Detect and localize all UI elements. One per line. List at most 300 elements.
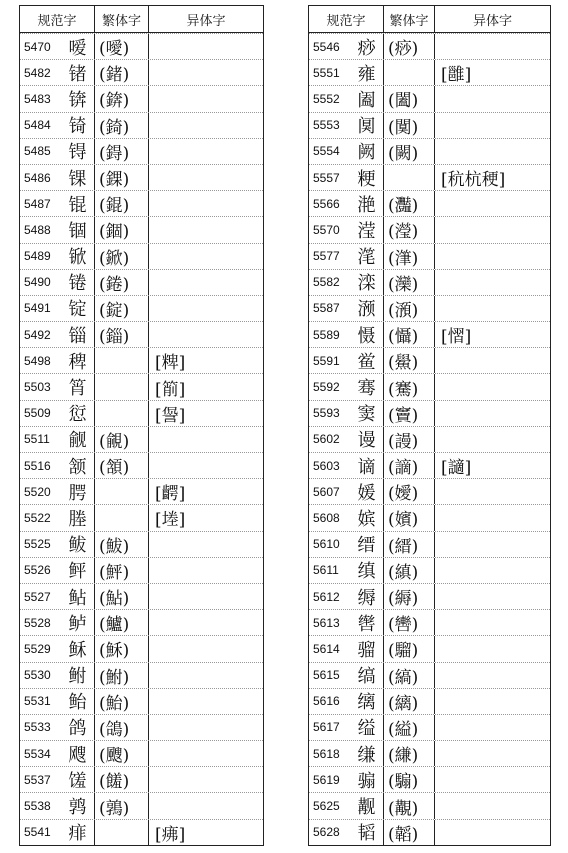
char-number: 5503 [24,380,51,395]
variant-char [435,610,550,635]
variant-char [149,663,263,688]
variant-char: [堘] [155,510,186,531]
variant-char [149,427,263,452]
table-row [309,138,550,164]
variant-char [149,793,263,818]
table-row [20,269,263,295]
char-number: 5628 [313,825,340,840]
char-number: 5602 [313,432,340,447]
variant-char [149,270,263,295]
table-row [309,531,550,557]
traditional-char: (錁) [95,165,149,190]
table-row [309,452,550,478]
traditional-char: (錠) [95,296,149,321]
table-row [20,740,263,766]
traditional-char [95,479,149,504]
standard-char: 慑 [350,322,384,347]
traditional-char: (錮) [95,217,149,242]
standard-char: 谩 [350,427,384,452]
standard-char: 缡 [350,689,384,714]
traditional-char: (痧) [384,34,435,59]
traditional-char [95,374,149,399]
table-row [309,557,550,583]
standard-char: 窦 [350,401,384,426]
standard-char: 滟 [350,191,384,216]
char-number: 5552 [313,91,340,106]
table-row [20,138,263,164]
char-number: 5482 [24,65,51,80]
variant-char: [慴] [441,327,472,348]
table-row [309,85,550,111]
header-standard: 规范字 [20,6,95,32]
traditional-char: (闃) [384,113,435,138]
char-number: 5618 [313,746,340,761]
table-row [309,190,550,216]
table-row [20,85,263,111]
traditional-char: (鮐) [95,689,149,714]
table-row [20,216,263,242]
variant-char [435,86,550,111]
traditional-char: (鴿) [95,715,149,740]
standard-char: 缜 [350,558,384,583]
char-number: 5470 [24,39,51,54]
traditional-char: (錈) [95,270,149,295]
table-row [20,426,263,452]
traditional-char: (轡) [384,610,435,635]
traditional-char: (闔) [384,86,435,111]
standard-char: 鲋 [61,663,95,688]
standard-char: 馐 [61,767,95,792]
table-row [20,321,263,347]
char-number: 5616 [313,694,340,709]
traditional-char: (縊) [384,715,435,740]
standard-char: 痧 [350,34,384,59]
traditional-char: (鮁) [95,532,149,557]
traditional-char: (竇) [384,401,435,426]
variant-char [149,453,263,478]
variant-char: [雝] [441,65,472,86]
char-number: 5511 [24,432,50,447]
variant-char [435,139,550,164]
standard-char: 塍 [61,505,95,530]
char-number: 5607 [313,484,340,499]
traditional-char: (鮎) [95,584,149,609]
table-row [309,792,550,818]
traditional-char: (穌) [95,636,149,661]
char-number: 5533 [24,720,51,735]
variant-char [435,427,550,452]
table-row [20,59,263,85]
char-number: 5593 [313,406,340,421]
variant-char [149,322,263,347]
standard-char: 痱 [61,820,95,845]
table-row [20,373,263,399]
char-number: 5509 [24,406,51,421]
variant-char [149,60,263,85]
variant-char [435,191,550,216]
variant-char [435,532,550,557]
char-number: 5611 [313,563,339,578]
table-row [20,819,263,845]
variant-char [435,636,550,661]
variant-char [435,270,550,295]
traditional-char: (闕) [384,139,435,164]
standard-char: 鹑 [61,793,95,818]
variant-char: [疿] [155,824,186,845]
char-number: 5615 [313,668,340,683]
variant-char [149,86,263,111]
traditional-char: (灩) [384,191,435,216]
standard-char: 稣 [61,636,95,661]
variant-char [435,296,550,321]
standard-char: 媛 [350,479,384,504]
char-number: 5484 [24,118,51,133]
variant-char [435,479,550,504]
char-number: 5614 [313,641,340,656]
variant-char [435,689,550,714]
table-row [20,112,263,138]
traditional-char: (瀅) [384,217,435,242]
char-number: 5528 [24,615,51,630]
standard-char: 雍 [350,60,384,85]
traditional-char [95,820,149,845]
table-row [309,426,550,452]
char-number: 5617 [313,720,340,735]
standard-char: 锜 [61,113,95,138]
traditional-char: (饈) [95,767,149,792]
table-row [20,190,263,216]
variant-char [435,793,550,818]
table-row [309,295,550,321]
traditional-char: (覦) [95,427,149,452]
traditional-char: (潷) [384,244,435,269]
table-row [309,609,550,635]
table-row [20,583,263,609]
traditional-char: (縟) [384,584,435,609]
table-row [309,164,550,190]
variant-char: [諐] [155,405,186,426]
traditional-char: (頷) [95,453,149,478]
char-number: 5491 [24,301,51,316]
traditional-char: (騮) [384,636,435,661]
traditional-char: (覯) [384,793,435,818]
char-number: 5610 [313,537,340,552]
table-row [309,688,550,714]
traditional-char: (謾) [384,427,435,452]
standard-char: 稗 [61,348,95,373]
variant-char [435,505,550,530]
variant-char [149,165,263,190]
standard-char: 觎 [61,427,95,452]
standard-char: 筲 [61,374,95,399]
char-number: 5520 [24,484,51,499]
standard-char: 阙 [350,139,384,164]
table-row [309,400,550,426]
standard-char: 粳 [350,165,384,190]
traditional-char: (鍺) [95,60,149,85]
standard-char: 鲈 [61,610,95,635]
char-number: 5553 [313,118,340,133]
char-number: 5485 [24,144,51,159]
standard-char: 锨 [61,244,95,269]
char-number: 5603 [313,458,340,473]
standard-char: 锭 [61,296,95,321]
traditional-char [95,348,149,373]
standard-char: 滢 [350,217,384,242]
standard-char: 滪 [350,296,384,321]
char-number: 5546 [313,39,340,54]
variant-char [149,217,263,242]
char-number: 5531 [24,694,51,709]
variant-char [149,558,263,583]
table-body [309,33,550,845]
char-number: 5483 [24,91,51,106]
table-row [309,478,550,504]
table-row [309,216,550,242]
standard-char: 飕 [61,741,95,766]
table-row [309,373,550,399]
traditional-char: (錙) [95,322,149,347]
table-row [20,243,263,269]
char-number: 5582 [313,275,340,290]
table-row [20,766,263,792]
variant-char [149,296,263,321]
char-number: 5522 [24,510,51,525]
char-number: 5570 [313,222,340,237]
header-traditional: 繁体字 [384,6,435,32]
traditional-char: (鮒) [95,663,149,688]
table-row [20,347,263,373]
traditional-char: (鍁) [95,244,149,269]
char-number: 5537 [24,772,51,787]
standard-char: 腭 [61,479,95,504]
table-row [309,583,550,609]
char-number: 5592 [313,380,340,395]
variant-char [435,401,550,426]
standard-char: 缣 [350,741,384,766]
variant-char [149,532,263,557]
variant-char [149,113,263,138]
traditional-char: (騸) [384,767,435,792]
header-standard: 规范字 [309,6,384,32]
header-traditional: 繁体字 [95,6,149,32]
traditional-char: (縭) [384,689,435,714]
table-row [20,295,263,321]
table-row [309,33,550,59]
variant-char [149,584,263,609]
table-row [309,243,550,269]
table-row [309,321,550,347]
char-number: 5526 [24,563,51,578]
right-table [308,5,551,846]
variant-char [149,715,263,740]
table-row [309,504,550,530]
standard-char: 缢 [350,715,384,740]
standard-char: 骟 [350,767,384,792]
variant-char [149,191,263,216]
traditional-char: (澦) [384,296,435,321]
variant-char [149,636,263,661]
table-row [20,478,263,504]
table-row [309,740,550,766]
traditional-char: (鱟) [384,348,435,373]
traditional-char: (灤) [384,270,435,295]
standard-char: 觏 [350,793,384,818]
variant-char [435,741,550,766]
traditional-char: (懾) [384,322,435,347]
traditional-char: (錡) [95,113,149,138]
traditional-char: (謫) [384,453,435,478]
standard-char: 锛 [61,86,95,111]
traditional-char: (錛) [95,86,149,111]
variant-char [149,741,263,766]
standard-char: 阖 [350,86,384,111]
standard-char: 鲎 [350,348,384,373]
traditional-char: (鶉) [95,793,149,818]
table-row [20,557,263,583]
char-number: 5527 [24,589,51,604]
standard-char: 辔 [350,610,384,635]
standard-char: 滗 [350,244,384,269]
standard-char: 锝 [61,139,95,164]
standard-char: 骞 [350,374,384,399]
variant-char [149,610,263,635]
traditional-char: (縉) [384,532,435,557]
traditional-char: (縞) [384,663,435,688]
variant-char [435,34,550,59]
variant-char: [秔杭稉] [441,170,506,191]
traditional-char: (鮃) [95,558,149,583]
header-variant: 异体字 [186,13,226,29]
char-number: 5490 [24,275,51,290]
char-number: 5516 [24,458,51,473]
variant-char [149,767,263,792]
char-number: 5554 [313,144,340,159]
table-row [20,452,263,478]
table-row [20,688,263,714]
standard-char: 谪 [350,453,384,478]
traditional-char: (噯) [95,34,149,59]
left-table [19,5,264,846]
char-number: 5538 [24,799,51,814]
table-row [20,504,263,530]
char-number: 5625 [313,799,340,814]
variant-char [149,244,263,269]
traditional-char: (嬪) [384,505,435,530]
traditional-char: (颼) [95,741,149,766]
table-header [309,6,550,33]
standard-char: 鲅 [61,532,95,557]
variant-char [435,217,550,242]
char-number: 5589 [313,327,340,342]
char-number: 5551 [313,65,340,80]
char-number: 5577 [313,249,340,264]
char-number: 5557 [313,170,340,185]
char-number: 5529 [24,641,51,656]
traditional-char [95,505,149,530]
standard-char: 嗳 [61,34,95,59]
variant-char [435,558,550,583]
table-row [20,609,263,635]
table-row [309,59,550,85]
standard-char: 锞 [61,165,95,190]
standard-char: 鲆 [61,558,95,583]
table-row [20,400,263,426]
table-row [20,164,263,190]
char-number: 5612 [313,589,340,604]
char-number: 5608 [313,510,340,525]
standard-char: 缛 [350,584,384,609]
standard-char: 颔 [61,453,95,478]
variant-char [435,348,550,373]
char-number: 5487 [24,196,51,211]
char-number: 5534 [24,746,51,761]
standard-char: 滦 [350,270,384,295]
standard-char: 鲇 [61,584,95,609]
variant-char: [讁] [441,458,472,479]
traditional-char: (嬡) [384,479,435,504]
traditional-char [384,60,435,85]
variant-char [149,34,263,59]
char-number: 5486 [24,170,51,185]
variant-char [149,689,263,714]
table-row [309,347,550,373]
standard-char: 鸽 [61,715,95,740]
table-row [309,714,550,740]
char-number: 5488 [24,222,51,237]
variant-char [435,374,550,399]
table-row [309,766,550,792]
variant-char [435,113,550,138]
char-number: 5541 [24,825,51,840]
char-number: 5492 [24,327,51,342]
variant-char [149,139,263,164]
char-number: 5525 [24,537,51,552]
standard-char: 嫔 [350,505,384,530]
table-row [20,635,263,661]
standard-char: 骝 [350,636,384,661]
char-number: 5591 [313,353,340,368]
variant-char [435,715,550,740]
variant-char [435,584,550,609]
traditional-char: (縑) [384,741,435,766]
table-row [309,819,550,845]
traditional-char [384,165,435,190]
table-row [309,112,550,138]
variant-char: [粺] [155,353,186,374]
traditional-char: (騫) [384,374,435,399]
table-row [20,33,263,59]
table-row [309,635,550,661]
traditional-char [95,401,149,426]
standard-char: 锩 [61,270,95,295]
table-row [20,714,263,740]
standard-char: 阒 [350,113,384,138]
table-row [20,792,263,818]
char-number: 5587 [313,301,340,316]
standard-char: 缙 [350,532,384,557]
char-number: 5613 [313,615,340,630]
char-number: 5498 [24,353,51,368]
standard-char: 锢 [61,217,95,242]
traditional-char: (鍀) [95,139,149,164]
traditional-char: (縝) [384,558,435,583]
variant-char: [箾] [155,379,186,400]
standard-char: 愆 [61,401,95,426]
table-row [309,662,550,688]
standard-char: 锗 [61,60,95,85]
variant-char [435,767,550,792]
